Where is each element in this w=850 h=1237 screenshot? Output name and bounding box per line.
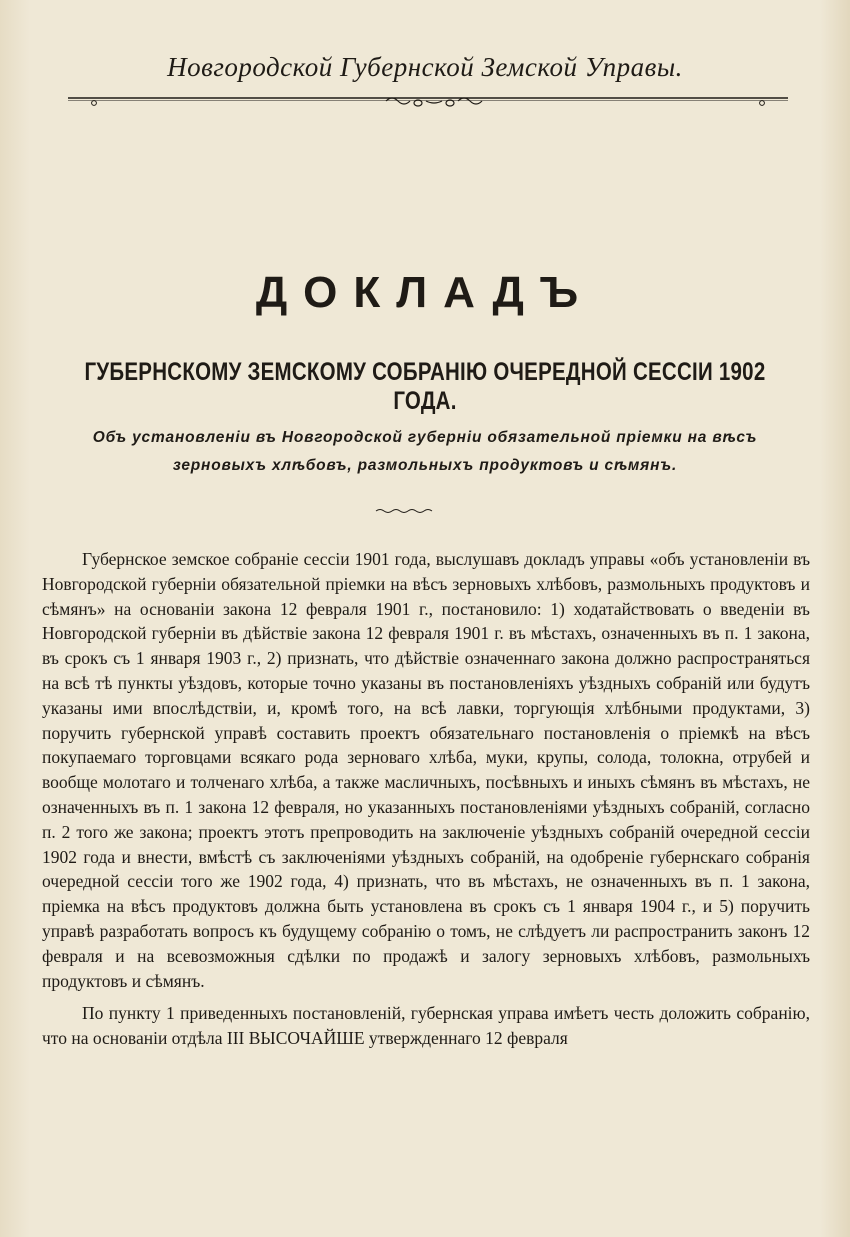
section-divider	[374, 507, 434, 515]
header-ornamental-rule	[68, 94, 788, 108]
body-paragraph-1: Губернское земское собраніе сессіи 1901 года, выслушавъ докладъ управы «объ установленіи въ Новгородской губерніи обязательной пріемки на вѣсъ зерновыхъ хлѣбовъ, размольныхъ продуктовъ и сѣмянъ» на основаніи закона 12 февраля 1901 г., постановило: 1) ходатайствовать о введеніи въ Новгородской губерніи въ дѣйствіе закона 12 февраля 1901 г. въ мѣстахъ, означенныхъ въ п. 1 закона, въ срокъ съ 1 января 1903 г., 2) признать, что дѣйствіе означеннаго закона должно распространяться на всѣ тѣ пункты уѣздовъ, которые точно указаны въ постановленіяхъ уѣздныхъ собраній или будутъ указаны ими впослѣдствіи, и, кромѣ того, на всѣ лавки, торгующія хлѣбными продуктами, 3) поручить губернской управѣ составить проектъ обязательнаго постановленія о пріемкѣ на вѣсъ покупаемаго торговцами всякаго рода зерноваго хлѣба, муки, крупы, солода, толокна, отрубей и вообще молотаго и толченаго хлѣба, а также масличныхъ, посѣвныхъ и иныхъ сѣмянъ въ мѣстахъ, не означенныхъ въ п. 1 закона 12 февраля, но указанныхъ постановленіями уѣздныхъ собраній, согласно п. 2 того же закона; проектъ этотъ препроводить на заключеніе уѣздныхъ собраній очередной сессіи 1902 года и внести, вмѣстѣ съ заключеніями уѣздныхъ собраній, на одобреніе губернскаго собранія очередной сессіи того же 1902 года, 4) признать, что въ мѣстахъ, не означенныхъ въ п. 1 закона, пріемка на вѣсъ продуктовъ должна быть установлена въ срокъ съ 1 января 1904 г., и 5) поручить управѣ разработать вопросъ къ будущему собранію о томъ, не слѣдуетъ ли распространить законъ 12 февраля и на всевозможныя сдѣлки по продажѣ и залогу зерновыхъ хлѣбовъ, размольныхъ продуктовъ и сѣмянъ.	[42, 549, 810, 991]
document-body	[42, 547, 810, 1051]
document-subtitle: ГУБЕРНСКОМУ ЗЕМСКОМУ СОБРАНІЮ ОЧЕРЕДНОЙ СЕССІИ 1902 ГОДА.	[84, 358, 766, 415]
document-topic	[40, 424, 810, 480]
document-title: ДОКЛАДЪ	[255, 268, 595, 317]
topic-line-1: Объ установленіи въ Новгородской губерніи обязательной пріемки на вѣсъ	[92, 429, 758, 446]
body-paragraph-2: По пункту 1 приведенныхъ постановленій, губернская управа имѣетъ честь доложить собранію, что на основаніи отдѣла III ВЫСОЧАЙШЕ утвержденнаго 12 февраля	[42, 1003, 810, 1049]
running-header: Новгородской Губернской Земской Управы.	[167, 52, 683, 82]
topic-line-2: зерновыхъ хлѣбовъ, размольныхъ продуктовъ и сѣмянъ.	[172, 457, 678, 474]
